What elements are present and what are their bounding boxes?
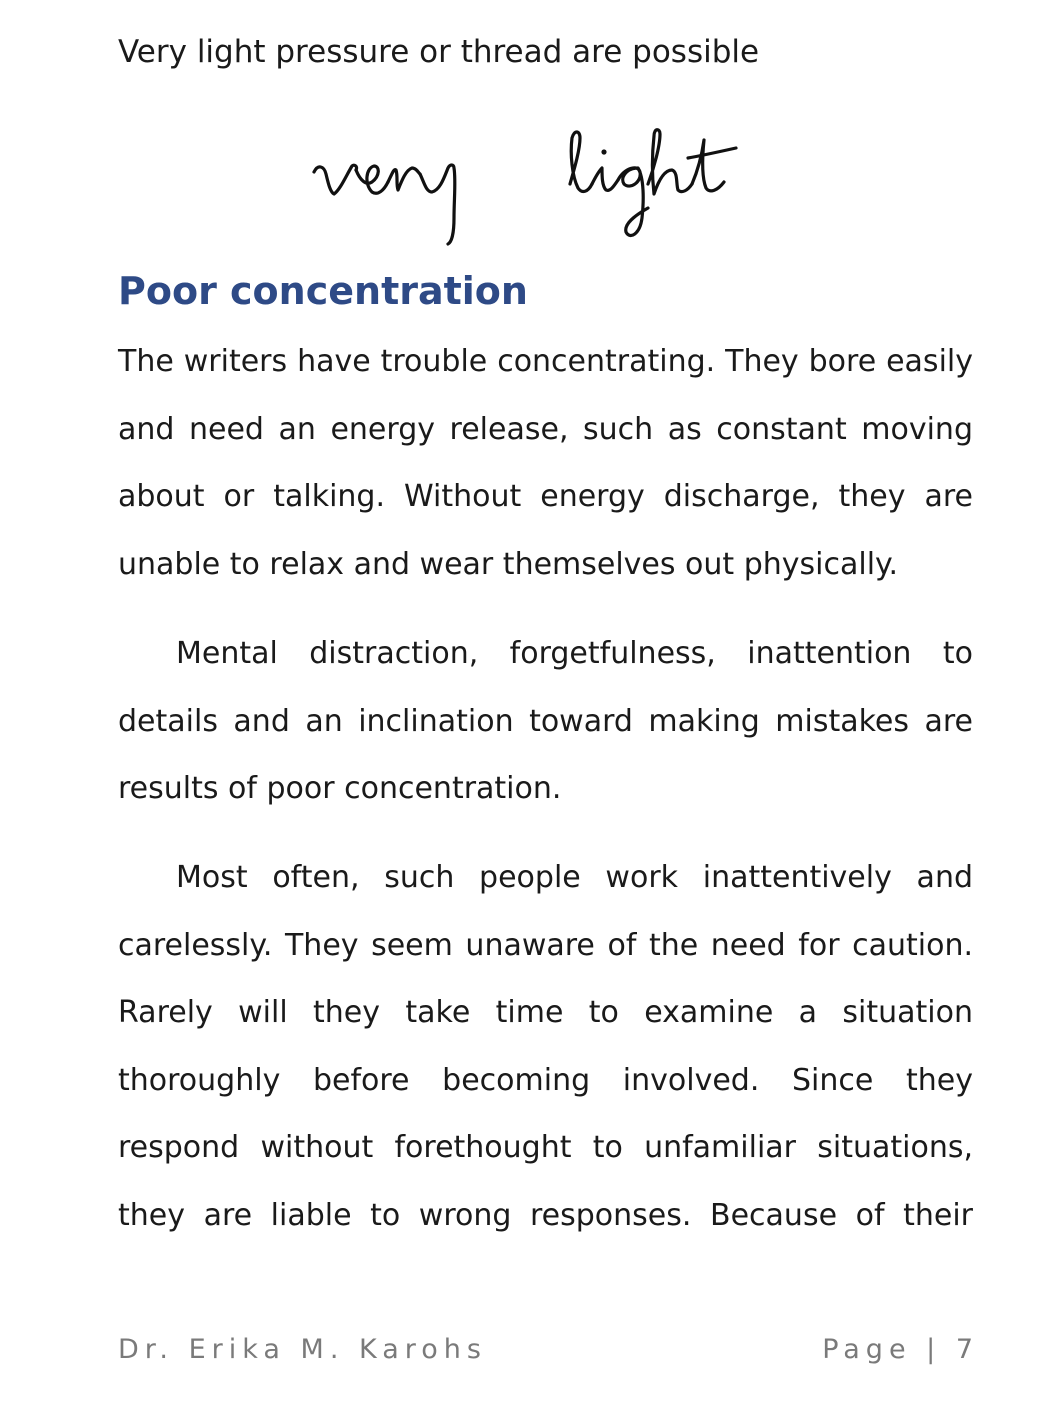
paragraph-line: and need an energy release, such as constant moving — [118, 411, 973, 447]
paragraph-1 — [118, 328, 973, 598]
paragraph-line: Rarely will they take time to examine a situation — [118, 995, 973, 1030]
paragraph-line: respond without forethought to unfamiliar situations, — [118, 1130, 973, 1165]
intro-text: Very light pressure or thread are possible — [118, 34, 760, 70]
paragraph-line: unable to relax and wear themselves out physically. — [118, 546, 899, 582]
paragraph-line: about or talking. Without energy discharge, they are — [118, 479, 973, 514]
paragraph-line: The writers have trouble concentrating. They bore easily — [118, 344, 973, 379]
paragraph-2 — [118, 620, 973, 823]
paragraph-3 — [118, 844, 973, 1249]
paragraph-line: carelessly. They seem unaware of the need for caution. — [118, 927, 973, 963]
paragraph-line: details and an inclination toward making mistakes are — [118, 703, 973, 739]
document-page — [118, 0, 979, 1408]
footer-page-number: Page | 7 — [822, 1334, 979, 1365]
footer-author: Dr. Erika M. Karohs — [118, 1334, 487, 1365]
section-heading: Poor concentration — [118, 269, 528, 313]
paragraph-line: they are liable to wrong responses. Because of their — [118, 1197, 973, 1233]
paragraph-line: Most often, such people work inattentively and — [176, 860, 973, 895]
paragraph-line: results of poor concentration. — [118, 771, 562, 806]
paragraph-line: Mental distraction, forgetfulness, inattention to — [176, 636, 973, 671]
handwriting-sample-image — [308, 120, 788, 250]
paragraph-line: thoroughly before becoming involved. Since they — [118, 1062, 973, 1098]
